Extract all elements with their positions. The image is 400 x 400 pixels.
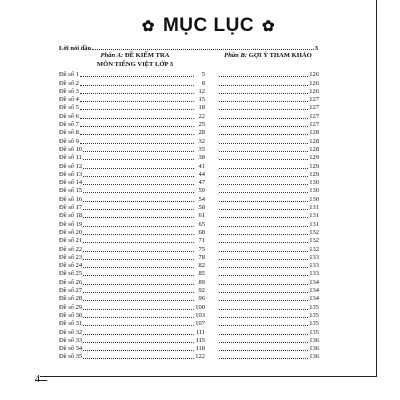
toc-right-column — [218, 71, 319, 361]
toc-row-hint[interactable] — [218, 328, 319, 336]
part-a-prefix: Phần A: — [100, 52, 124, 59]
toc-row-label: Đề số 1 — [59, 71, 79, 79]
dot-leader — [83, 226, 194, 227]
dot-leader — [219, 159, 308, 160]
dot-leader — [219, 184, 308, 185]
dot-leader — [219, 317, 308, 318]
page-number: 4 — [35, 374, 40, 385]
toc-row-page: 44 — [198, 170, 205, 178]
toc-row-hint[interactable] — [218, 295, 319, 303]
toc-row-hint[interactable] — [218, 337, 319, 345]
dot-leader — [219, 284, 308, 285]
toc-row-hint-page: 126 — [309, 71, 319, 79]
toc-row-hint-page: 130 — [309, 195, 319, 203]
toc-row-hint[interactable] — [218, 179, 319, 187]
dot-leader — [80, 101, 194, 102]
toc-row[interactable] — [59, 295, 205, 303]
dot-leader — [83, 309, 194, 310]
toc-row-hint[interactable] — [218, 104, 319, 112]
toc-row-hint[interactable] — [218, 212, 319, 220]
dot-leader — [83, 300, 194, 301]
toc-row-page: 38 — [198, 154, 205, 162]
dot-leader — [83, 317, 194, 318]
flower-icon: ✿ — [141, 17, 155, 35]
part-a-heading — [70, 51, 200, 69]
toc-row-hint[interactable] — [218, 171, 319, 179]
dot-leader — [83, 159, 194, 160]
toc-row-label: Đề số 8 — [59, 129, 79, 137]
flower-icon: ✿ — [262, 17, 276, 35]
toc-row-hint[interactable] — [218, 129, 319, 137]
toc-row-page: 28 — [198, 129, 205, 137]
toc-row-page: 65 — [198, 220, 205, 228]
toc-row-hint-page: 131 — [309, 220, 319, 228]
dot-leader — [219, 143, 308, 144]
toc-row-page: 100 — [195, 303, 205, 311]
dot-leader — [219, 192, 308, 193]
toc-row-hint-page: 131 — [309, 212, 319, 220]
dot-leader — [219, 358, 308, 359]
toc-row-page: 41 — [198, 162, 205, 170]
toc-row-hint[interactable] — [218, 312, 319, 320]
dot-leader — [83, 325, 194, 326]
toc-row-page: 54 — [198, 195, 205, 203]
toc-row-label: Đề số 5 — [59, 104, 79, 112]
toc-row-page: 32 — [198, 137, 205, 145]
toc-row-hint[interactable] — [218, 195, 319, 203]
toc-row-hint-page: 128 — [309, 129, 319, 137]
toc-row-label: Đề số 18 — [59, 212, 83, 220]
toc-row-hint-page: 128 — [309, 145, 319, 153]
dot-leader — [80, 143, 194, 144]
dot-leader — [83, 217, 194, 218]
toc-row-label: Đề số 20 — [59, 228, 83, 236]
toc-row-hint[interactable] — [218, 96, 319, 104]
toc-row[interactable] — [59, 71, 205, 79]
toc-row-hint[interactable] — [218, 220, 319, 228]
toc-row-page: 61 — [198, 212, 205, 220]
toc-row-label: Đề số 4 — [59, 96, 79, 104]
toc-row-page: 115 — [195, 336, 205, 344]
toc-row[interactable] — [59, 320, 205, 328]
toc-row-label: Đề số 3 — [59, 87, 79, 95]
toc-row[interactable] — [59, 171, 205, 179]
toc-row-hint[interactable] — [218, 71, 319, 79]
toc-row-hint-page: 133 — [309, 270, 319, 278]
toc-row[interactable] — [59, 212, 205, 220]
toc-row[interactable] — [59, 245, 205, 253]
toc-row-label: Đề số 30 — [59, 311, 83, 319]
toc-row-hint-page: 132 — [309, 237, 319, 245]
dot-leader — [83, 192, 194, 193]
toc-row-page: 111 — [195, 328, 205, 336]
toc-row-page: 12 — [198, 87, 205, 95]
dot-leader — [219, 151, 308, 152]
toc-row-hint-page: 136 — [309, 353, 319, 361]
toc-row-page: 15 — [198, 96, 205, 104]
toc-row-hint-page: 127 — [309, 121, 319, 129]
toc-row-hint-page: 133 — [309, 262, 319, 270]
toc-row-page: 82 — [198, 262, 205, 270]
toc-row-hint[interactable] — [218, 79, 319, 87]
toc-row-label: Đề số 22 — [59, 245, 83, 253]
toc-row[interactable] — [59, 220, 205, 228]
dot-leader — [80, 93, 194, 94]
toc-row-hint-page: 133 — [309, 253, 319, 261]
dot-leader — [83, 350, 194, 351]
toc-row-hint[interactable] — [218, 162, 319, 170]
toc-row-label: Đề số 28 — [59, 295, 83, 303]
toc-row[interactable] — [59, 353, 205, 361]
dot-leader — [80, 134, 194, 135]
toc-row-label: Đề số 13 — [59, 170, 83, 178]
dot-leader — [219, 85, 308, 86]
toc-row[interactable] — [59, 79, 205, 87]
toc-row-page: 47 — [198, 179, 205, 187]
toc-row-page: 118 — [195, 345, 205, 353]
dot-leader — [219, 267, 308, 268]
toc-row-hint-page: 127 — [309, 104, 319, 112]
toc-row-hint-page: 136 — [309, 345, 319, 353]
toc-row-label: Đề số 34 — [59, 345, 83, 353]
toc-row[interactable] — [59, 229, 205, 237]
toc-row-page: 8 — [201, 79, 205, 87]
dot-leader — [80, 85, 194, 86]
dot-leader — [219, 93, 308, 94]
toc-row-page: 107 — [195, 320, 205, 328]
toc-row-label: Đề số 31 — [59, 320, 83, 328]
toc-row-page: 96 — [198, 295, 205, 303]
toc-row-hint-page: 130 — [309, 179, 319, 187]
dot-leader — [219, 309, 308, 310]
toc-row[interactable] — [59, 154, 205, 162]
toc-row-hint[interactable] — [218, 204, 319, 212]
toc-row-label: Đề số 29 — [59, 303, 83, 311]
toc-row-hint[interactable] — [218, 121, 319, 129]
toc-row[interactable] — [59, 121, 205, 129]
toc-row-page: 85 — [198, 270, 205, 278]
toc-row[interactable] — [59, 262, 205, 270]
toc-row-hint-page: 132 — [309, 228, 319, 236]
toc-row[interactable] — [59, 195, 205, 203]
dot-leader — [219, 209, 308, 210]
toc-row[interactable] — [59, 287, 205, 295]
dot-leader — [83, 334, 194, 335]
toc-row-hint-page: 130 — [309, 187, 319, 195]
toc-row-hint[interactable] — [218, 262, 319, 270]
toc-row-hint[interactable] — [218, 287, 319, 295]
part-b-line1: GỢI Ý THAM KHẢO — [248, 52, 312, 59]
toc-row-hint[interactable] — [218, 353, 319, 361]
toc-row-hint[interactable] — [218, 146, 319, 154]
dot-leader — [219, 134, 308, 135]
dot-leader — [219, 101, 308, 102]
toc-row-hint-page: 128 — [309, 137, 319, 145]
toc-row-hint[interactable] — [218, 320, 319, 328]
toc-row-hint-page: 132 — [309, 245, 319, 253]
dot-leader — [219, 76, 308, 77]
dot-leader — [83, 168, 194, 169]
dot-leader — [219, 350, 308, 351]
toc-row-label: Đề số 14 — [59, 179, 83, 187]
dot-leader — [219, 275, 308, 276]
toc-row[interactable] — [59, 162, 205, 170]
toc-row-hint[interactable] — [218, 154, 319, 162]
toc-row-page: 22 — [198, 112, 205, 120]
page-title — [40, 14, 377, 38]
toc-row-hint[interactable] — [218, 112, 319, 120]
toc-row[interactable] — [59, 337, 205, 345]
dot-leader — [219, 126, 308, 127]
toc-row-label: Đề số 10 — [59, 145, 83, 153]
toc-row-hint-page: 126 — [309, 87, 319, 95]
toc-row-hint-page: 135 — [309, 303, 319, 311]
toc-row[interactable] — [59, 129, 205, 137]
toc-row-hint-page: 135 — [309, 320, 319, 328]
toc-row-hint-page: 129 — [309, 170, 319, 178]
toc-row[interactable] — [59, 237, 205, 245]
toc-row-page: 58 — [198, 204, 205, 212]
toc-row-label: Đề số 24 — [59, 262, 83, 270]
toc-row-page: 68 — [198, 228, 205, 236]
toc-row-label: Đề số 33 — [59, 336, 83, 344]
toc-row-page: 89 — [198, 278, 205, 286]
toc-row-hint-page: 131 — [309, 204, 319, 212]
title-text: MỤC LỤC — [162, 15, 255, 36]
toc-row-hint-page: 135 — [309, 311, 319, 319]
toc-row[interactable] — [59, 303, 205, 311]
toc-row-label: Đề số 15 — [59, 187, 83, 195]
dot-leader — [219, 334, 308, 335]
toc-row-label: Đề số 9 — [59, 137, 79, 145]
dot-leader — [83, 275, 194, 276]
toc-row-page: 92 — [198, 287, 205, 295]
dot-leader — [83, 209, 194, 210]
dot-leader — [92, 49, 314, 50]
toc-row-label: Đề số 12 — [59, 162, 83, 170]
toc-row-label: Đề số 25 — [59, 270, 83, 278]
toc-row-label: Đề số 26 — [59, 278, 83, 286]
dot-leader — [83, 242, 194, 243]
toc-row[interactable] — [59, 270, 205, 278]
dot-leader — [83, 184, 194, 185]
dot-leader — [83, 284, 194, 285]
dot-leader — [219, 168, 308, 169]
dot-leader — [219, 217, 308, 218]
toc-row-label: Đề số 21 — [59, 237, 83, 245]
toc-row-hint-page: 134 — [309, 287, 319, 295]
part-b-prefix: Phần B: — [224, 52, 248, 59]
toc-row[interactable] — [59, 328, 205, 336]
dot-leader — [83, 234, 194, 235]
dot-leader — [219, 176, 308, 177]
toc-row-label: Đề số 19 — [59, 220, 83, 228]
dot-leader — [83, 201, 194, 202]
toc-row-hint-page: 134 — [309, 295, 319, 303]
toc-row-hint-page: 126 — [309, 79, 319, 87]
toc-row-hint[interactable] — [218, 345, 319, 353]
toc-row-hint-page: 136 — [309, 336, 319, 344]
toc-row-hint-page: 127 — [309, 112, 319, 120]
dot-leader — [83, 151, 194, 152]
toc-row-hint-page: 129 — [309, 154, 319, 162]
toc-row-hint[interactable] — [218, 137, 319, 145]
dot-leader — [80, 118, 194, 119]
toc-row-page: 103 — [195, 311, 205, 319]
toc-row[interactable] — [59, 187, 205, 195]
toc-row[interactable] — [59, 137, 205, 145]
toc-row-label: Đề số 35 — [59, 353, 83, 361]
toc-row-page: 50 — [198, 187, 205, 195]
toc-row-label: Đề số 23 — [59, 253, 83, 261]
dot-leader — [219, 259, 308, 260]
toc-row-page: 35 — [198, 145, 205, 153]
toc-row[interactable] — [59, 146, 205, 154]
toc-row[interactable] — [59, 112, 205, 120]
dot-leader — [219, 226, 308, 227]
toc-row-hint-page: 134 — [309, 278, 319, 286]
toc-row[interactable] — [59, 312, 205, 320]
toc-row-page: 78 — [198, 253, 205, 261]
dot-leader — [219, 201, 308, 202]
dot-leader — [219, 251, 308, 252]
toc-row-label: Đề số 16 — [59, 195, 83, 203]
toc-row[interactable] — [59, 254, 205, 262]
toc-row[interactable] — [59, 345, 205, 353]
toc-row[interactable] — [59, 104, 205, 112]
toc-row-label: Đề số 2 — [59, 79, 79, 87]
dot-leader — [83, 251, 194, 252]
dot-leader — [219, 109, 308, 110]
dot-leader — [83, 176, 194, 177]
dot-leader — [83, 267, 194, 268]
dot-leader — [219, 300, 308, 301]
toc-row-page: 25 — [198, 121, 205, 129]
toc-row-hint-page: 127 — [309, 96, 319, 104]
toc-row[interactable] — [59, 88, 205, 96]
toc-row-label: Đề số 17 — [59, 204, 83, 212]
toc-row-page: 122 — [195, 353, 205, 361]
toc-row-page: 18 — [198, 104, 205, 112]
dot-leader — [219, 234, 308, 235]
dot-leader — [83, 358, 194, 359]
dot-leader — [83, 342, 194, 343]
dot-leader — [219, 325, 308, 326]
dot-leader — [219, 118, 308, 119]
toc-row-hint-page: 129 — [309, 162, 319, 170]
dot-leader — [83, 259, 194, 260]
toc-row-label: Đề số 32 — [59, 328, 83, 336]
toc-row-hint[interactable] — [218, 237, 319, 245]
toc-row-hint[interactable] — [218, 303, 319, 311]
toc-row[interactable] — [59, 96, 205, 104]
toc-row-hint[interactable] — [218, 229, 319, 237]
toc-row-label: Đề số 11 — [59, 154, 82, 162]
toc-row[interactable] — [59, 179, 205, 187]
toc-row-hint[interactable] — [218, 245, 319, 253]
part-a-line1: ĐỀ KIỂM TRA — [124, 52, 170, 59]
part-a-line2: MÔN TIẾNG VIỆT LỚP 3 — [96, 61, 174, 68]
part-b-heading — [218, 51, 318, 60]
toc-row-label: Đề số 7 — [59, 121, 79, 129]
toc-row-label: Đề số 27 — [59, 287, 83, 295]
dot-leader — [219, 242, 308, 243]
dot-leader — [83, 292, 194, 293]
dot-leader — [80, 109, 194, 110]
toc-row-hint[interactable] — [218, 270, 319, 278]
toc-row-hint[interactable] — [218, 88, 319, 96]
dot-leader — [80, 76, 194, 77]
toc-row-hint[interactable] — [218, 254, 319, 262]
toc-row[interactable] — [59, 278, 205, 286]
toc-row-label: Đề số 6 — [59, 112, 79, 120]
toc-row-hint-page: 135 — [309, 328, 319, 336]
toc-row-page: 5 — [201, 71, 205, 79]
intro-label: Lời nói đầu — [59, 45, 92, 52]
toc-left-column — [59, 71, 205, 361]
toc-row-page: 71 — [198, 237, 205, 245]
dot-leader — [219, 342, 308, 343]
toc-row-page: 75 — [198, 245, 205, 253]
toc-row[interactable] — [59, 204, 205, 212]
toc-row-hint[interactable] — [218, 278, 319, 286]
dot-leader — [219, 292, 308, 293]
toc-row-hint[interactable] — [218, 187, 319, 195]
dot-leader — [80, 126, 194, 127]
intro-page: 3 — [314, 45, 318, 52]
